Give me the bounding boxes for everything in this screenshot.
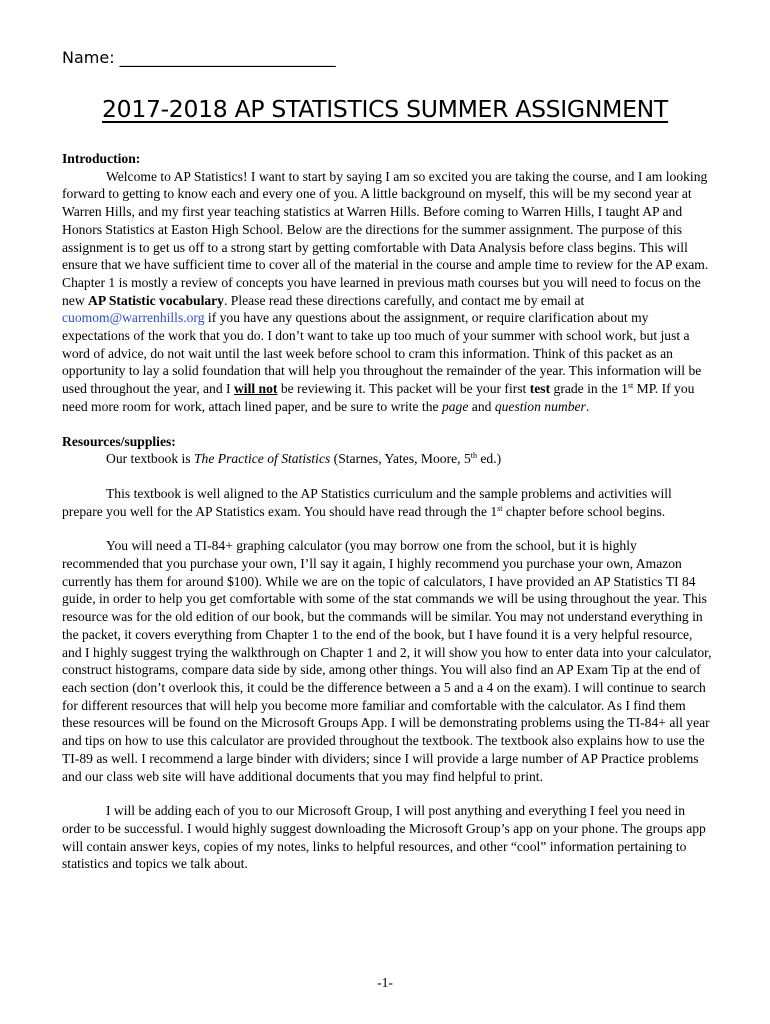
- ordinal-superscript: th: [470, 451, 477, 461]
- introduction-paragraph: [62, 168, 712, 416]
- question-number-emphasis: question number: [494, 398, 586, 414]
- name-field-line: Name: ___________________________: [62, 48, 336, 67]
- resources-text: chapter before school begins.: [502, 503, 666, 519]
- textbook-line: [62, 450, 712, 468]
- intro-text: Welcome to AP Statistics! I want to start by saying I am so excited you are taking the course, and I am looking forward to getting to know each and every one of you. A little background on myself, this will be my second year at Warren Hills, and my first year teaching statistics at Warren Hills. Before coming to Warren Hills, I taught AP and Honors Statistics at Easton High School. Below are the directions for the summer assignment. The purpose of this assignment is to get us off to a strong start by getting comfortable with Data Analysis before class begins. This will ensure that we have sufficient time to cover all of the material in the course and ample time to review for the AP exam. Chapter 1 is mostly a review of concepts you have learned in previous math courses but you will need to focus on the new: [62, 168, 709, 308]
- intro-text: grade in the 1: [550, 381, 628, 397]
- vocabulary-emphasis: AP Statistic vocabulary: [88, 292, 224, 308]
- intro-text: .: [585, 398, 590, 414]
- calculator-paragraph: You will need a TI-84+ graphing calculator (you may borrow one from the school, but it is highly recommended that you purchase your own, I’ll say it again, I highly recommend you purchase your own, Amazon currently has them for around $100). While we are on the topic of calculators, I have provided an AP Statistics TI 84 guide, in order to help you get comfortable with some of the stat commands we will be using throughout the year. This resource was for the old edition of our book, but the commands will be similar. You may not understand everything in the packet, it covers everything from Chapter 1 to the end of the book, but I have found it is a very helpful resource, and I highly suggest trying the walkthrough on Chapter 1 and 2, it will show you how to enter data into your calculator, construct histograms, compare data side by side, among other things. You will also find an AP Exam Tip at the end of each section (don’t overlook this, it could be the difference between a 5 and a 4 on the exam). I will continue to search for different resources that will help you become more familiar and comfortable with the calculator. As I find them these resources will be found on the Microsoft Groups App. I will be demonstrating problems using the TI-84+ all year and tips on how to use this calculator are provided throughout the textbook. The textbook also explains how to use the TI-89 as well. I recommend a large binder with dividers; since I will provide a large number of AP Practice problems and our class web site will have additional documents that you may find helpful to print.: [62, 538, 712, 784]
- will-not-emphasis: will not: [233, 381, 278, 397]
- textbook-title: The Practice of Statistics: [193, 451, 331, 467]
- intro-text: MP. If you need more room for work, attach lined paper, and be sure to write the: [62, 381, 695, 414]
- resources-text: This textbook is well aligned to the AP Statistics curriculum and the sample problems and activities will prepare you well for the AP Statistics exam. You should have read through the 1: [62, 485, 672, 519]
- resources-text: (Starnes, Yates, Moore, 5: [330, 451, 471, 467]
- ordinal-superscript: st: [627, 381, 634, 391]
- page-number: -1-: [377, 975, 393, 990]
- email-link[interactable]: cuomom@warrenhills.org: [62, 310, 205, 326]
- intro-text: and: [468, 398, 495, 414]
- introduction-heading: Introduction:: [62, 151, 141, 166]
- intro-text: if you have any questions about the assignment, or require clarification about my expectations of the work that you do. I don’t want to take up too much of your summer with school work, but just a word of advice, do not wait until the last week before school to cram this information. Think of this packet as an opportunity to lay a solid foundation that will help you throughout the remainder of the year. This information will be used throughout the year, and I: [62, 310, 702, 397]
- resources-text: ed.): [476, 451, 502, 467]
- textbook-paragraph: [62, 485, 712, 520]
- microsoft-group-paragraph: I will be adding each of you to our Microsoft Group, I will post anything and everything I feel you need in order to be successful. I would highly suggest downloading the Microsoft Group’s app on your phone. The groups app will contain answer keys, copies of my notes, links to helpful resources, and other “cool” information pertaining to statistics and topics we talk about.: [62, 803, 706, 872]
- resources-heading: Resources/supplies:: [62, 433, 176, 449]
- ordinal-superscript: st: [497, 503, 503, 513]
- intro-text: . Please read these directions carefully, and contact me by email at: [223, 292, 585, 308]
- resources-text: Our textbook is: [106, 451, 194, 467]
- page-title: 2017-2018 AP STATISTICS SUMMER ASSIGNMENT: [102, 95, 668, 123]
- test-emphasis: test: [529, 381, 551, 397]
- document-body: [62, 150, 712, 873]
- page-emphasis: page: [441, 398, 469, 414]
- intro-text: be reviewing it. This packet will be your first: [277, 381, 530, 397]
